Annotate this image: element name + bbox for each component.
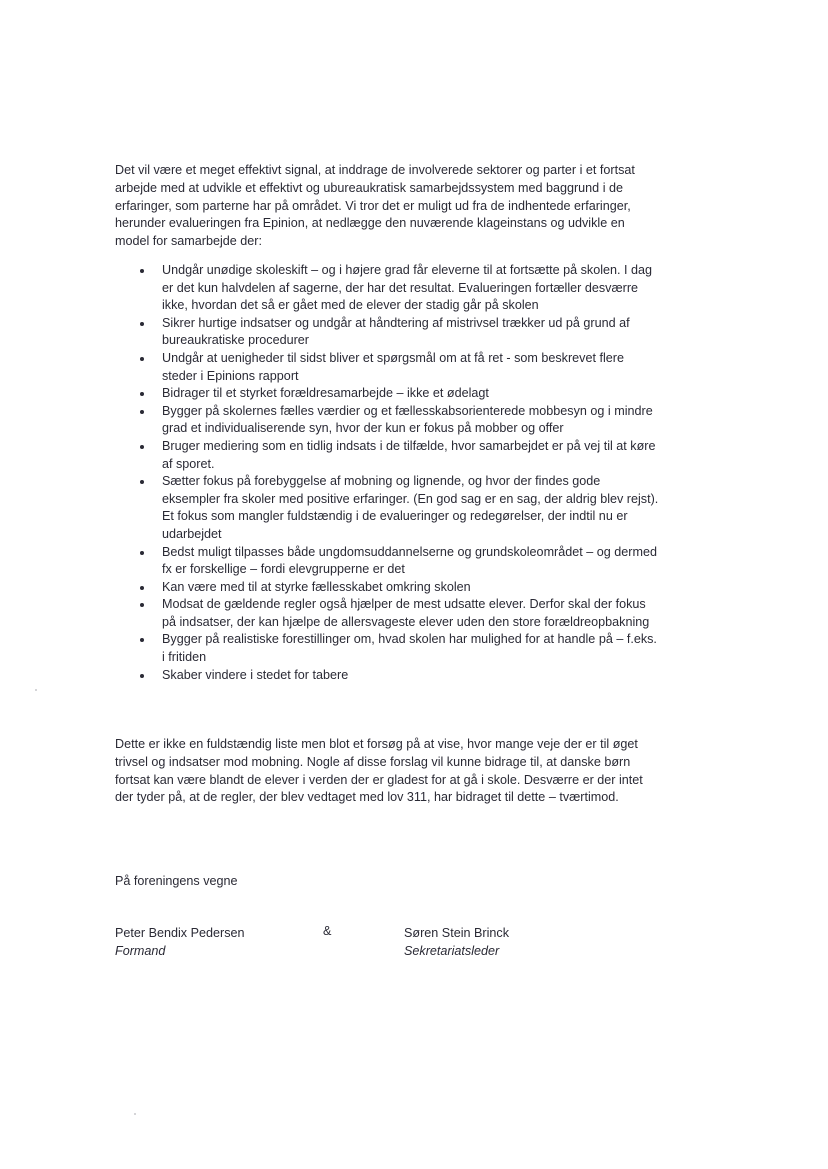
bullet-icon <box>140 410 144 414</box>
bullet-icon <box>140 480 144 484</box>
list-item <box>140 403 660 438</box>
bullet-icon <box>140 638 144 642</box>
bullet-icon <box>140 586 144 590</box>
list-item <box>140 579 660 597</box>
list-item <box>140 631 660 666</box>
list-item-text: Kan være med til at styrke fællesskabet omkring skolen <box>162 579 471 594</box>
closing-paragraph: Dette er ikke en fuldstændig liste men blot et forsøg på at vise, hvor mange veje der er til øget trivsel og indsatser mod mobning. Nogle af disse forslag vil kunne bidrage til, at danske børn fortsat kan være blandt de elever i verden der er gladest for at gå i skole. Desværre er der intet der tyder på, at de regler, der blev vedtaget med lov 311, har bidraget til dette – tværtimod. <box>115 737 643 805</box>
list-item-text: Sætter fokus på forebyggelse af mobning og lignende, og hvor der findes gode eksempler fra skoler med positive erfaringer. (En god sag er en sag, der aldrig blev rejst). Et fokus som mangler fuldstændig i de evalueringer og redegørelser, der indtil nu er udarbejdet <box>162 474 659 541</box>
signatory-role: Formand <box>115 944 166 958</box>
list-item-text: Bygger på realistiske forestillinger om, hvad skolen har mulighed for at handle på – f.eks. i fritiden <box>162 632 657 665</box>
list-item <box>140 438 660 473</box>
bullet-icon <box>140 269 144 273</box>
list-item-text: Undgår at uenigheder til sidst bliver et spørgsmål om at få ret - som beskrevet flere steder i Epinions rapport <box>162 350 624 383</box>
signatory-role: Sekretariatsleder <box>404 944 500 958</box>
list-item-text: Undgår unødige skoleskift – og i højere grad får eleverne til at fortsætte på skolen. I dag er det kun halvdelen af sagerne, der har det resultat. Evalueringen fortæller desværre ikke, hvordan det så er gået med de elever der stadig går på skolen <box>162 263 653 313</box>
list-item-text: Sikrer hurtige indsatser og undgår at håndtering af mistrivsel trækker ud på grund af bureaukratiske procedurer <box>162 315 630 348</box>
signatory-right <box>404 924 509 960</box>
signatory-name: Søren Stein Brinck <box>404 926 509 940</box>
list-item-text: Bruger mediering som en tidlig indsats i de tilfælde, hvor samarbejdet er på vej til at køre af sporet. <box>162 438 656 471</box>
bullet-icon <box>140 392 144 396</box>
list-item-text: Bygger på skolernes fælles værdier og et fællesskabsorienterede mobbesyn og i mindre grad et individualiserende syn, hvor der kun er fokus på mobber og offer <box>162 403 653 436</box>
scan-speck <box>35 689 37 691</box>
greeting: På foreningens vegne <box>115 874 238 888</box>
bullet-icon <box>140 674 144 678</box>
proposal-list <box>140 262 660 684</box>
list-item <box>140 315 660 350</box>
list-item <box>140 350 660 385</box>
list-item-text: Modsat de gældende regler også hjælper de mest udsatte elever. Derfor skal der fokus på indsatser, der kan hjælpe de allersvageste elever uden den store forældreopbakning <box>162 597 650 629</box>
list-item <box>140 385 660 403</box>
list-item <box>140 596 660 631</box>
list-item <box>140 262 660 315</box>
list-item-text: Bidrager til et styrket forældresamarbejde – ikke et ødelagt <box>162 386 489 401</box>
scan-speck <box>134 1113 136 1115</box>
list-item <box>140 667 660 685</box>
ampersand: & <box>323 924 332 938</box>
list-item <box>140 473 660 543</box>
bullet-icon <box>140 603 144 607</box>
intro-paragraph: Det vil være et meget effektivt signal, at inddrage de involverede sektorer og parter i et fortsat arbejde med at udvikle et effektivt og ubureaukratisk samarbejdssystem med baggrund i de erfaringer, som parterne har på området. Vi tror det er muligt ud fra de indhentede erfaringer, herunder evalueringen fra Epinion, at nedlægge den nuværende klageinstans og udvikle en model for samarbejde der: <box>115 163 635 249</box>
list-item <box>140 544 660 579</box>
bullet-icon <box>140 445 144 449</box>
signatory-left <box>115 924 245 960</box>
list-item-text: Bedst muligt tilpasses både ungdomsuddannelserne og grundskoleområdet – og dermed fx er forskellige – fordi elevgrupperne er det <box>162 544 657 577</box>
bullet-icon <box>140 322 144 326</box>
bullet-icon <box>140 551 144 555</box>
list-item-text: Skaber vindere i stedet for tabere <box>162 667 349 682</box>
signatory-name: Peter Bendix Pedersen <box>115 926 245 940</box>
bullet-icon <box>140 357 144 361</box>
